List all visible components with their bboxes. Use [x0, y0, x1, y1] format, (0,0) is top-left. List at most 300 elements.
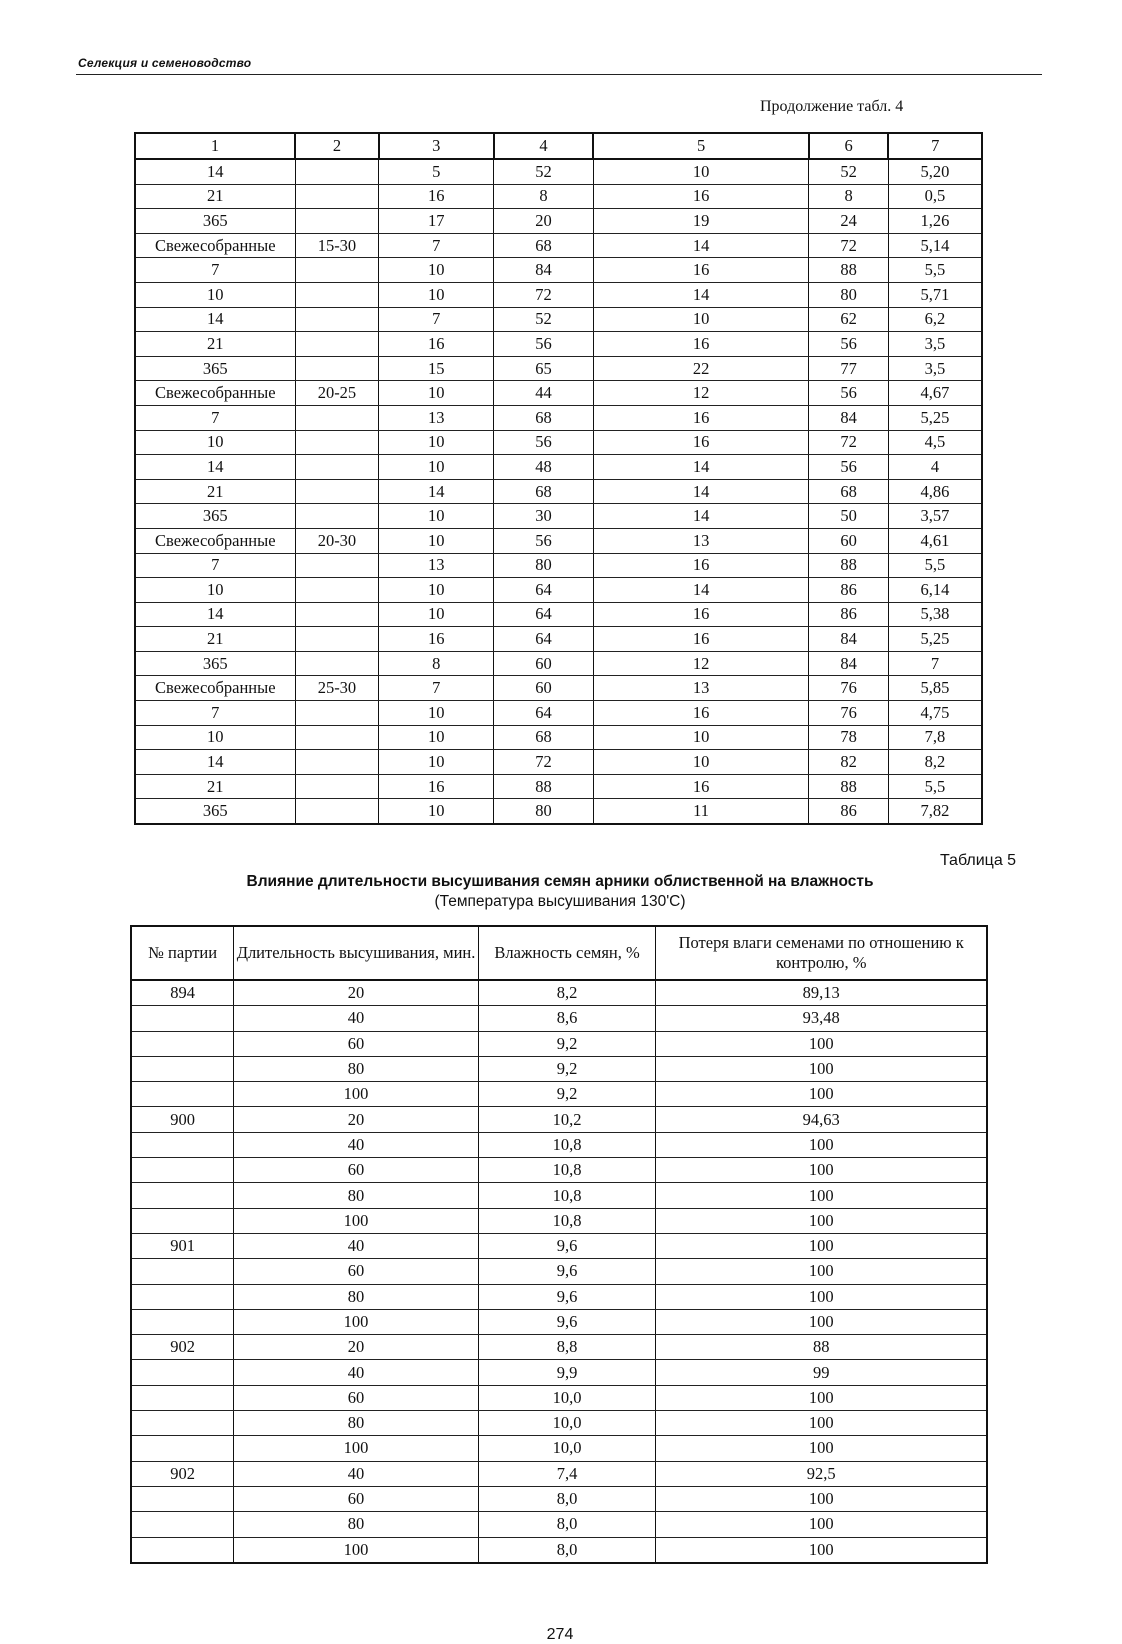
- table5-cell: 80: [234, 1411, 478, 1436]
- table5-cell: 20: [234, 1107, 478, 1132]
- table4-cell: 44: [494, 381, 594, 406]
- table5-batch-cell: [131, 1486, 234, 1511]
- table5-cell: 8,6: [478, 1006, 656, 1031]
- table5-header-row: [131, 926, 987, 980]
- table4-cell: 0,5: [888, 184, 982, 209]
- table5-batch-cell: [131, 1031, 234, 1056]
- table5-row: [131, 1537, 987, 1563]
- table4-cell: 10: [135, 725, 295, 750]
- table5-batch-cell: [131, 1208, 234, 1233]
- table4-cell: 365: [135, 651, 295, 676]
- running-head: Селекция и семеноводство: [78, 56, 252, 70]
- table4-header-row: [135, 133, 982, 159]
- table4-col-header: 5: [593, 133, 809, 159]
- table4-row: [135, 799, 982, 824]
- table4-cell: 5,5: [888, 553, 982, 578]
- table5-batch-cell: [131, 1183, 234, 1208]
- table5-cell: 100: [656, 1309, 987, 1334]
- table5-cell: 8,8: [478, 1335, 656, 1360]
- header-rule: [76, 74, 1042, 75]
- table4-cell: 16: [379, 627, 494, 652]
- table5-row: [131, 1158, 987, 1183]
- table5-cell: 80: [234, 1056, 478, 1081]
- table4-cell: 72: [494, 282, 594, 307]
- table4-cell: 60: [494, 676, 594, 701]
- table4-row: [135, 405, 982, 430]
- table4-cell: 10: [135, 578, 295, 603]
- table5-row: [131, 1233, 987, 1258]
- table4-cell: 7: [135, 701, 295, 726]
- table4-cell: 64: [494, 602, 594, 627]
- table5-subtitle: (Температура высушивания 130'С): [434, 893, 686, 910]
- table4-cell: 10: [379, 578, 494, 603]
- table4-cell: 14: [135, 307, 295, 332]
- table5-row: [131, 1411, 987, 1436]
- table4-cell: 10: [379, 528, 494, 553]
- table4-cell: 12: [593, 381, 809, 406]
- table4-cell: 64: [494, 578, 594, 603]
- table4-cell: 7: [135, 258, 295, 283]
- table4-cell: 10: [379, 725, 494, 750]
- table4-cell: 14: [135, 159, 295, 184]
- table4-cell: 68: [494, 725, 594, 750]
- table5-cell: 10,8: [478, 1158, 656, 1183]
- table5-cell: 40: [234, 1132, 478, 1157]
- table4-row: [135, 774, 982, 799]
- table4-cell: 68: [494, 479, 594, 504]
- table4-cell: 16: [593, 184, 809, 209]
- table5-cell: 89,13: [656, 980, 987, 1006]
- table4-cell: 72: [809, 430, 889, 455]
- table5-cell: 40: [234, 1006, 478, 1031]
- table5-row: [131, 1183, 987, 1208]
- table5-batch-cell: [131, 1006, 234, 1031]
- table5-batch-cell: 900: [131, 1107, 234, 1132]
- table4-cell: 10: [593, 725, 809, 750]
- table5-cell: 100: [656, 1158, 987, 1183]
- table5-cell: 100: [656, 1056, 987, 1081]
- table4-cell: 56: [809, 332, 889, 357]
- table4-row: [135, 307, 982, 332]
- table4-cell: 3,5: [888, 332, 982, 357]
- table4-cell: 7: [135, 405, 295, 430]
- table4-row: [135, 651, 982, 676]
- table5-row: [131, 1006, 987, 1031]
- table4-cell: 5,20: [888, 159, 982, 184]
- table4-cell: 10: [135, 430, 295, 455]
- table4: [134, 132, 983, 825]
- table4-cell: 56: [809, 455, 889, 480]
- table4-cell: [295, 479, 379, 504]
- table4-cell: Свежесобранные: [135, 233, 295, 258]
- table5-cell: 100: [656, 1208, 987, 1233]
- table4-cell: [295, 602, 379, 627]
- table5-row: [131, 1132, 987, 1157]
- table4-cell: 72: [494, 750, 594, 775]
- table4-cell: [295, 701, 379, 726]
- table4-cell: 62: [809, 307, 889, 332]
- table4-cell: 16: [593, 405, 809, 430]
- table5-row: [131, 1461, 987, 1486]
- table4-cell: 13: [593, 528, 809, 553]
- table5-row: [131, 1031, 987, 1056]
- table5-cell: 10,0: [478, 1385, 656, 1410]
- table4-cell: 5,71: [888, 282, 982, 307]
- table5-cell: 80: [234, 1183, 478, 1208]
- table4-cell: 7: [379, 676, 494, 701]
- table5-row: [131, 1056, 987, 1081]
- table4-cell: [295, 356, 379, 381]
- table4-body: [135, 159, 982, 824]
- table4-cell: 14: [593, 504, 809, 529]
- table5-cell: 60: [234, 1031, 478, 1056]
- table5-batch-cell: [131, 1284, 234, 1309]
- table4-cell: 13: [379, 405, 494, 430]
- table5-row: [131, 1436, 987, 1461]
- table4-cell: 5: [379, 159, 494, 184]
- table4-cell: 86: [809, 799, 889, 824]
- table4-cell: [295, 405, 379, 430]
- table5-cell: 80: [234, 1284, 478, 1309]
- table4-cell: 3,57: [888, 504, 982, 529]
- table4-cell: [295, 651, 379, 676]
- table4-cell: 10: [379, 282, 494, 307]
- table4-col-header: 3: [379, 133, 494, 159]
- table4-cell: 17: [379, 209, 494, 234]
- table4-cell: 80: [809, 282, 889, 307]
- table5-cell: 9,6: [478, 1233, 656, 1258]
- table4-row: [135, 159, 982, 184]
- table5-cell: 100: [656, 1284, 987, 1309]
- table4-cell: [295, 282, 379, 307]
- table4-cell: 14: [135, 602, 295, 627]
- table4-cell: [295, 332, 379, 357]
- table4-cell: 60: [494, 651, 594, 676]
- table4-cell: 16: [593, 701, 809, 726]
- table5-row: [131, 1512, 987, 1537]
- table5-cell: 100: [656, 1031, 987, 1056]
- table5-col-header-duration: Длительность высушивания, мин.: [234, 926, 478, 980]
- table5-cell: 100: [656, 1082, 987, 1107]
- table4-cell: [295, 159, 379, 184]
- table4-cell: 7: [379, 233, 494, 258]
- table4-row: [135, 184, 982, 209]
- table4-cell: 64: [494, 627, 594, 652]
- table4-cell: 16: [379, 774, 494, 799]
- table5-cell: 7,4: [478, 1461, 656, 1486]
- table4-row: [135, 553, 982, 578]
- table4-row: [135, 332, 982, 357]
- table4-cell: 10: [379, 504, 494, 529]
- table4-cell: 76: [809, 676, 889, 701]
- table5-cell: 60: [234, 1486, 478, 1511]
- table4-row: [135, 676, 982, 701]
- table5-cell: 10,0: [478, 1436, 656, 1461]
- table4-cell: 10: [379, 701, 494, 726]
- table5-cell: 9,6: [478, 1309, 656, 1334]
- table5-batch-cell: [131, 1132, 234, 1157]
- table4-cell: 14: [135, 455, 295, 480]
- table5-cell: 93,48: [656, 1006, 987, 1031]
- table4-cell: 20-25: [295, 381, 379, 406]
- table5-cell: 10,2: [478, 1107, 656, 1132]
- table4-cell: 16: [593, 602, 809, 627]
- table4-cell: [295, 184, 379, 209]
- table4-cell: 88: [494, 774, 594, 799]
- table4-cell: 14: [593, 479, 809, 504]
- table4-cell: 16: [593, 332, 809, 357]
- table4-cell: 56: [809, 381, 889, 406]
- table5-batch-cell: [131, 1385, 234, 1410]
- table4-cell: [295, 209, 379, 234]
- table4-cell: 50: [809, 504, 889, 529]
- table4-cell: 86: [809, 578, 889, 603]
- table4-cell: 80: [494, 553, 594, 578]
- table5-cell: 100: [234, 1537, 478, 1563]
- table4-cell: 7,82: [888, 799, 982, 824]
- table5-row: [131, 1107, 987, 1132]
- table4-cell: 10: [593, 750, 809, 775]
- table4-cell: [295, 258, 379, 283]
- table5-cell: 40: [234, 1360, 478, 1385]
- table4-cell: 8: [809, 184, 889, 209]
- table5-row: [131, 1309, 987, 1334]
- table4-cell: 10: [593, 159, 809, 184]
- table4-cell: 10: [379, 381, 494, 406]
- table5: [130, 925, 988, 1564]
- table5-col-header-batch: № партии: [131, 926, 234, 980]
- table5-cell: 100: [234, 1208, 478, 1233]
- table4-cell: 77: [809, 356, 889, 381]
- table5-cell: 8,0: [478, 1486, 656, 1511]
- table4-cell: 16: [593, 430, 809, 455]
- table4-cell: 5,85: [888, 676, 982, 701]
- table4-cell: 56: [494, 332, 594, 357]
- table5-row: [131, 1284, 987, 1309]
- table4-col-header: 7: [888, 133, 982, 159]
- table4-row: [135, 750, 982, 775]
- table5-col-header-moisture-loss: Потеря влаги семенами по отношению к контролю, %: [656, 926, 987, 980]
- table4-cell: Свежесобранные: [135, 381, 295, 406]
- table4-cell: 22: [593, 356, 809, 381]
- table4-row: [135, 504, 982, 529]
- table4-cell: 16: [379, 184, 494, 209]
- table4-cell: 25-30: [295, 676, 379, 701]
- table4-continuation-label: Продолжение табл. 4: [760, 98, 904, 115]
- table5-row: [131, 1360, 987, 1385]
- table4-cell: 8: [379, 651, 494, 676]
- table4-cell: 11: [593, 799, 809, 824]
- table4-row: [135, 381, 982, 406]
- table4-cell: 4: [888, 455, 982, 480]
- table4-cell: 78: [809, 725, 889, 750]
- table4-cell: 5,38: [888, 602, 982, 627]
- table5-cell: 100: [656, 1512, 987, 1537]
- table4-cell: 4,61: [888, 528, 982, 553]
- table4-cell: 3,5: [888, 356, 982, 381]
- table4-cell: 56: [494, 528, 594, 553]
- table5-cell: 40: [234, 1233, 478, 1258]
- table5-cell: 10,8: [478, 1132, 656, 1157]
- table4-cell: 60: [809, 528, 889, 553]
- table4-cell: [295, 455, 379, 480]
- table4-cell: 10: [379, 750, 494, 775]
- table4-cell: 68: [809, 479, 889, 504]
- table4-cell: 10: [135, 282, 295, 307]
- table4-cell: 16: [593, 774, 809, 799]
- table4-row: [135, 356, 982, 381]
- table4-cell: Свежесобранные: [135, 676, 295, 701]
- table5-title: Влияние длительности высушивания семян арники облиственной на влажность: [246, 873, 874, 890]
- table5-cell: 9,2: [478, 1056, 656, 1081]
- table5-cell: 9,6: [478, 1259, 656, 1284]
- table5-row: [131, 1335, 987, 1360]
- table5-cell: 94,63: [656, 1107, 987, 1132]
- table5-cell: 92,5: [656, 1461, 987, 1486]
- table4-cell: [295, 725, 379, 750]
- table4-cell: 48: [494, 455, 594, 480]
- table4-cell: 21: [135, 184, 295, 209]
- table4-row: [135, 528, 982, 553]
- table4-cell: 14: [593, 282, 809, 307]
- table4-cell: [295, 774, 379, 799]
- table4-row: [135, 701, 982, 726]
- table5-cell: 100: [656, 1486, 987, 1511]
- table4-cell: 14: [593, 233, 809, 258]
- table4-cell: 82: [809, 750, 889, 775]
- table4-cell: [295, 430, 379, 455]
- table4-cell: 8: [494, 184, 594, 209]
- table5-cell: 8,0: [478, 1537, 656, 1563]
- table5-cell: 10,8: [478, 1208, 656, 1233]
- table5-batch-cell: [131, 1259, 234, 1284]
- table4-row: [135, 282, 982, 307]
- table5-cell: 100: [656, 1436, 987, 1461]
- table4-cell: 76: [809, 701, 889, 726]
- table5-batch-cell: 902: [131, 1335, 234, 1360]
- table5-row: [131, 1259, 987, 1284]
- table4-cell: 21: [135, 479, 295, 504]
- table4-cell: [295, 627, 379, 652]
- table4-cell: 24: [809, 209, 889, 234]
- page-number: 274: [546, 1626, 574, 1643]
- table4-cell: 6,2: [888, 307, 982, 332]
- table5-batch-cell: [131, 1537, 234, 1563]
- table5-cell: 100: [656, 1411, 987, 1436]
- table4-cell: 68: [494, 405, 594, 430]
- table4-cell: 86: [809, 602, 889, 627]
- table4-cell: 10: [379, 258, 494, 283]
- table4-cell: 65: [494, 356, 594, 381]
- table4-cell: 5,5: [888, 258, 982, 283]
- table4-cell: [295, 750, 379, 775]
- table4-cell: 4,86: [888, 479, 982, 504]
- table4-cell: 80: [494, 799, 594, 824]
- table4-cell: 5,14: [888, 233, 982, 258]
- table5-batch-cell: [131, 1056, 234, 1081]
- table4-cell: 16: [593, 258, 809, 283]
- table4-col-header: 2: [295, 133, 379, 159]
- table4-cell: 56: [494, 430, 594, 455]
- table5-row: [131, 1385, 987, 1410]
- table5-cell: 100: [656, 1132, 987, 1157]
- table4-cell: 84: [809, 405, 889, 430]
- table4-cell: [295, 578, 379, 603]
- table5-cell: 20: [234, 1335, 478, 1360]
- table5-label: Таблица 5: [940, 852, 1017, 869]
- table5-batch-cell: [131, 1158, 234, 1183]
- table5-col-header-moisture: Влажность семян, %: [478, 926, 656, 980]
- table4-cell: 8,2: [888, 750, 982, 775]
- table4-cell: 10: [379, 602, 494, 627]
- table4-cell: 20-30: [295, 528, 379, 553]
- table4-cell: 5,25: [888, 627, 982, 652]
- table5-cell: 40: [234, 1461, 478, 1486]
- table4-cell: 5,5: [888, 774, 982, 799]
- table5-cell: 100: [656, 1537, 987, 1563]
- table4-cell: 16: [593, 553, 809, 578]
- table4-cell: 10: [379, 799, 494, 824]
- table5-cell: 100: [656, 1259, 987, 1284]
- table4-cell: 16: [593, 627, 809, 652]
- table4-cell: 52: [494, 307, 594, 332]
- table4-cell: 365: [135, 799, 295, 824]
- table4-cell: 365: [135, 356, 295, 381]
- table5-cell: 8,0: [478, 1512, 656, 1537]
- table4-cell: 64: [494, 701, 594, 726]
- table5-batch-cell: [131, 1360, 234, 1385]
- table4-cell: 72: [809, 233, 889, 258]
- table4-cell: 19: [593, 209, 809, 234]
- table4-row: [135, 258, 982, 283]
- table5-batch-cell: 894: [131, 980, 234, 1006]
- table4-cell: 4,67: [888, 381, 982, 406]
- table4-cell: 4,75: [888, 701, 982, 726]
- table4-cell: 4,5: [888, 430, 982, 455]
- table5-batch-cell: [131, 1082, 234, 1107]
- table4-row: [135, 602, 982, 627]
- table5-cell: 100: [234, 1436, 478, 1461]
- table5-cell: 9,9: [478, 1360, 656, 1385]
- table5-cell: 9,2: [478, 1031, 656, 1056]
- table5-batch-cell: 902: [131, 1461, 234, 1486]
- table4-cell: [295, 307, 379, 332]
- table5-cell: 100: [234, 1082, 478, 1107]
- table4-cell: 88: [809, 553, 889, 578]
- table4-cell: 7: [135, 553, 295, 578]
- table4-cell: 16: [379, 332, 494, 357]
- table4-cell: 1,26: [888, 209, 982, 234]
- table4-cell: 10: [379, 430, 494, 455]
- table4-cell: 7: [888, 651, 982, 676]
- table5-row: [131, 980, 987, 1006]
- table4-cell: Свежесобранные: [135, 528, 295, 553]
- table5-cell: 100: [656, 1183, 987, 1208]
- table4-cell: 14: [135, 750, 295, 775]
- table4-cell: 52: [809, 159, 889, 184]
- table4-row: [135, 455, 982, 480]
- table4-cell: 84: [809, 627, 889, 652]
- table4-cell: 21: [135, 774, 295, 799]
- table4-cell: 21: [135, 332, 295, 357]
- table4-cell: 14: [593, 578, 809, 603]
- table4-cell: 15: [379, 356, 494, 381]
- table4-cell: 30: [494, 504, 594, 529]
- table4-cell: [295, 504, 379, 529]
- table4-cell: 7,8: [888, 725, 982, 750]
- table4-row: [135, 479, 982, 504]
- table4-cell: 10: [593, 307, 809, 332]
